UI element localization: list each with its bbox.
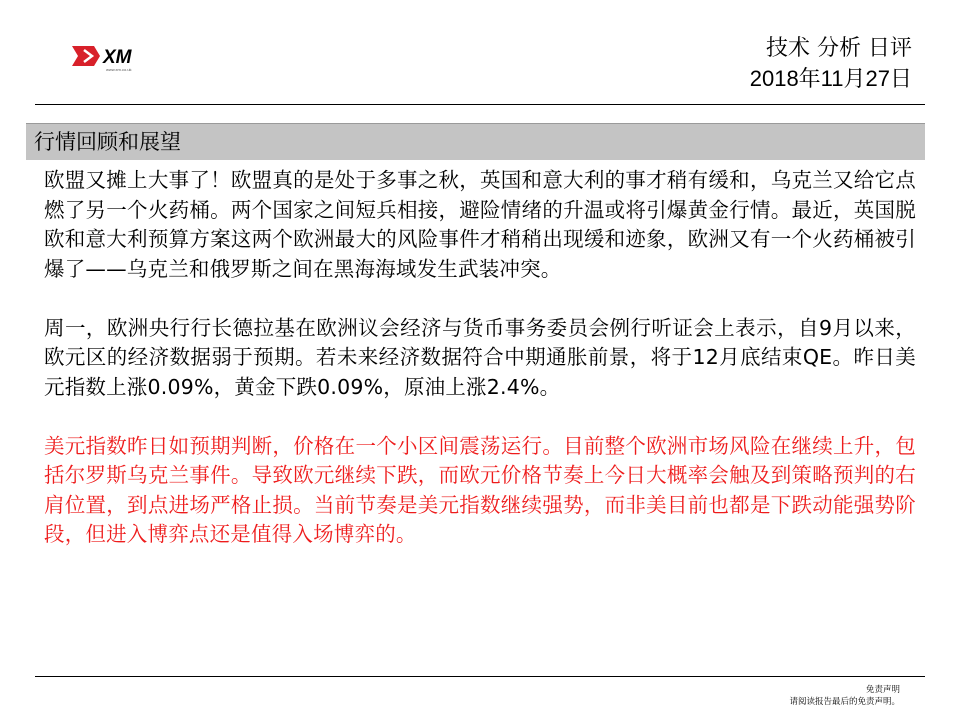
footer-divider xyxy=(35,676,925,677)
disclaimer xyxy=(789,684,900,708)
paragraph-usd-strategy: 美元指数昨日如预期判断，价格在一个小区间震荡运行。目前整个欧洲市场风险在继续上升，包括尔罗斯乌克兰事件。导致欧元继续下跌，而欧元价格节奏上今日大概率会触及到策略预判的右肩位置，到点进场严格止损。当前节奏是美元指数继续强势，而非美目前也都是下跌动能强势阶段，但进入博弈点还是值得入场博弈的。 xyxy=(44,433,916,546)
paragraph-ecb-market: 周一，欧洲央行行长德拉基在欧洲议会经济与货币事务委员会例行听证会上表示，自9月以来，欧元区的经济数据弱于预期。若未来经济数据符合中期通胀前景，将于12月底结束QE。昨日美元指数上涨0.09%，黄金下跌0.09%，原油上涨2.4%。 xyxy=(44,315,916,399)
section-title: 行情回顾和展望 xyxy=(34,130,181,154)
logo-subtext: www.xm.co.uk xyxy=(106,67,132,72)
report-date: 2018年11月27日 xyxy=(749,66,912,91)
logo-text: XM xyxy=(103,47,132,68)
report-body xyxy=(44,166,916,579)
xm-logo xyxy=(70,40,154,74)
disclaimer-title: 免责声明 xyxy=(865,685,900,695)
report-type: 技术 分析 日评 xyxy=(766,36,912,61)
section-header-bar xyxy=(26,123,925,160)
paragraph-overview: 欧盟又摊上大事了！欧盟真的是处于多事之秋，英国和意大利的事才稍有缓和，乌克兰又给它点燃了另一个火药桶。两个国家之间短兵相接，避险情绪的升温或将引爆黄金行情。最近，英国脱欧和意大利预算方案这两个欧洲最大的风险事件才稍稍出现缓和迹象，欧洲又有一个火药桶被引爆了——乌克兰和俄罗斯之间在黑海海域发生武装冲突。 xyxy=(44,168,916,281)
xm-logo-mark xyxy=(70,40,154,74)
header-divider xyxy=(35,104,925,105)
report-header xyxy=(750,34,912,94)
disclaimer-note: 请阅读报告最后的免责声明。 xyxy=(789,697,900,707)
